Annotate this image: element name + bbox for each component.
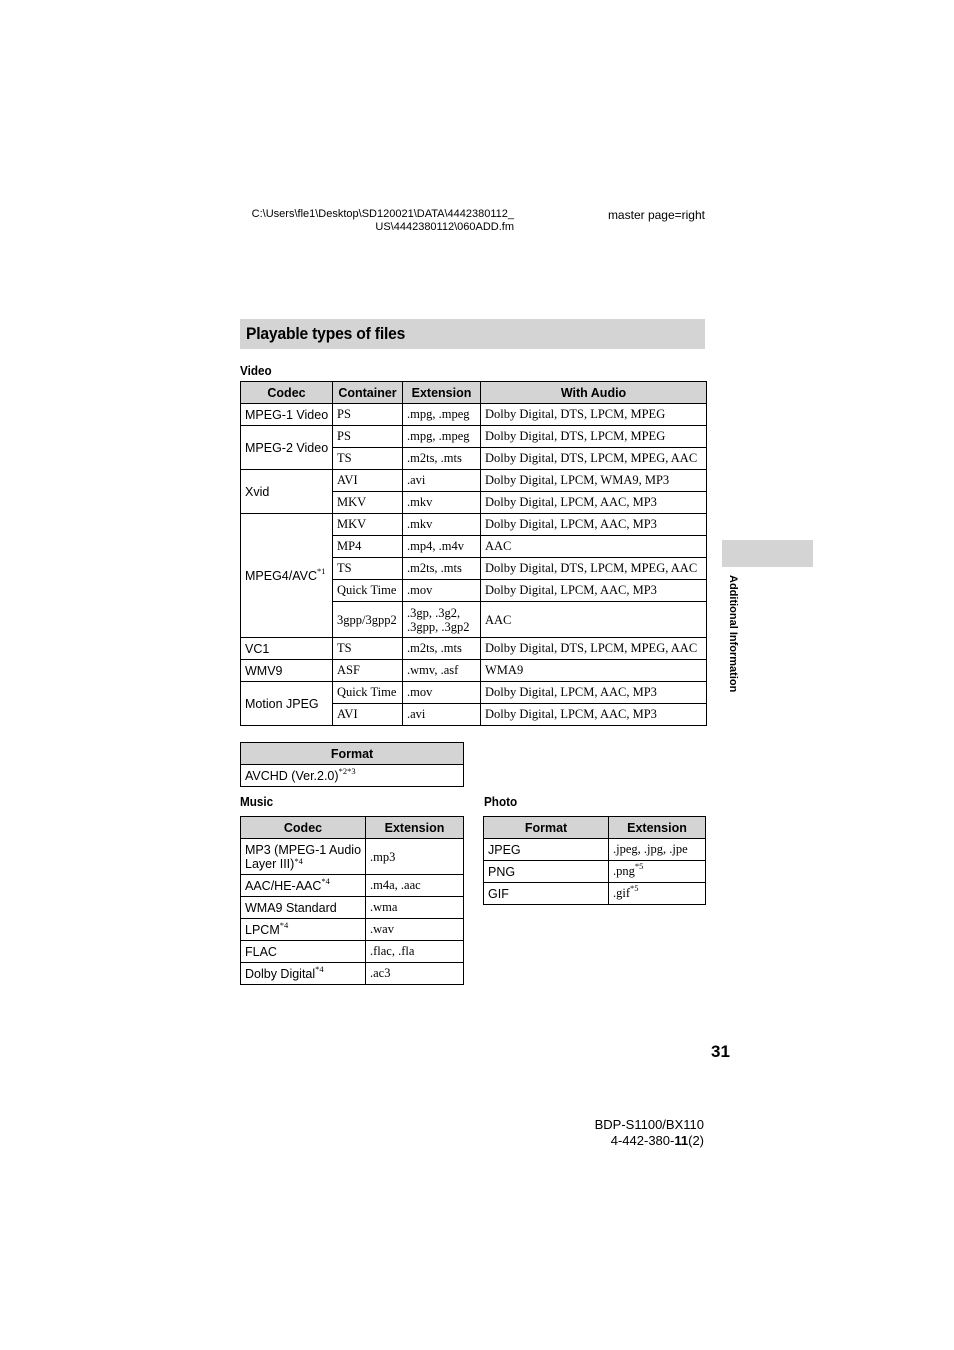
extension-cell [403, 602, 481, 638]
container-cell: MP4 [333, 536, 403, 558]
extension-cell: .mov [403, 580, 481, 602]
footnote-mark: *4 [321, 875, 330, 886]
extension-cell: .wav [366, 919, 464, 941]
col-codec: Codec [241, 382, 333, 404]
model-name: BDP-S1100/BX110 [594, 1117, 704, 1132]
codec-cell: WMV9 [241, 660, 333, 682]
codec-cell: Xvid [241, 470, 333, 514]
codec-cell [241, 919, 366, 941]
codec-text: AAC/HE-AAC [245, 878, 322, 893]
music-table [240, 816, 464, 985]
audio-cell: Dolby Digital, LPCM, AAC, MP3 [481, 704, 707, 726]
table-row [241, 919, 464, 941]
format-text: AVCHD (Ver.2.0) [245, 768, 339, 783]
photo-heading: Photo [484, 794, 518, 809]
extension-cell: .avi [403, 470, 481, 492]
audio-cell: AAC [481, 602, 707, 638]
codec-cell [241, 941, 366, 963]
col-format: Format [484, 817, 609, 839]
container-cell: ASF [333, 660, 403, 682]
container-cell: MKV [333, 492, 403, 514]
table-row [241, 514, 707, 536]
extension-line1: .3gp, .3g2, [407, 605, 461, 620]
table-row [241, 682, 707, 704]
extension-cell: .mpg, .mpeg [403, 404, 481, 426]
footnote-mark: *5 [634, 861, 644, 871]
extension-cell: .mp4, .m4v [403, 536, 481, 558]
table-row [241, 941, 464, 963]
table-row [241, 426, 707, 448]
table-row [241, 660, 707, 682]
table-row [241, 963, 464, 985]
table-row [241, 839, 464, 875]
video-table-header [241, 382, 707, 404]
codec-text: Dolby Digital [245, 966, 316, 981]
container-cell: MKV [333, 514, 403, 536]
model-info [560, 1117, 704, 1149]
extension-cell: .m2ts, .mts [403, 448, 481, 470]
format-table-header [241, 743, 464, 765]
file-path [230, 208, 514, 234]
codec-text: Layer III) [245, 856, 295, 871]
extension-cell: .m4a, .aac [366, 875, 464, 897]
table-row [241, 404, 707, 426]
table-row [484, 839, 706, 861]
extension-line2: .3gpp, .3gp2 [407, 619, 470, 634]
codec-text: FLAC [245, 944, 277, 959]
table-row [241, 765, 464, 787]
audio-cell: Dolby Digital, LPCM, AAC, MP3 [481, 492, 707, 514]
extension-cell [609, 883, 706, 905]
footnote-mark: *2*3 [338, 765, 356, 776]
audio-cell: Dolby Digital, DTS, LPCM, MPEG [481, 426, 707, 448]
codec-line1: MP3 (MPEG-1 Audio [245, 842, 362, 857]
section-title: Playable types of files [246, 324, 406, 343]
model-code-suffix: (2) [688, 1133, 704, 1148]
footnote-mark: *4 [279, 919, 289, 930]
table-row [241, 875, 464, 897]
container-cell: TS [333, 558, 403, 580]
extension-cell: .mpg, .mpeg [403, 426, 481, 448]
codec-cell [241, 839, 366, 875]
audio-cell: Dolby Digital, DTS, LPCM, MPEG, AAC [481, 638, 707, 660]
extension-cell: .avi [403, 704, 481, 726]
photo-table [483, 816, 706, 905]
table-row [484, 883, 706, 905]
format-cell: PNG [484, 861, 609, 883]
extension-text: .jpeg, .jpg, .jpe [613, 842, 688, 856]
extension-text: .gif [613, 886, 631, 900]
codec-cell: MPEG-1 Video [241, 404, 333, 426]
file-path-line1: C:\Users\fle1\Desktop\SD120021\DATA\4442380112_ [251, 208, 514, 220]
table-row [241, 638, 707, 660]
side-tab-label: Additional Information [727, 575, 739, 693]
extension-cell: .wma [366, 897, 464, 919]
codec-text: WMA9 Standard [245, 900, 337, 915]
extension-cell [609, 861, 706, 883]
codec-cell [241, 875, 366, 897]
master-page-label: master page=right [607, 208, 705, 222]
video-heading: Video [240, 363, 272, 378]
audio-cell: Dolby Digital, DTS, LPCM, MPEG [481, 404, 707, 426]
extension-cell: .ac3 [366, 963, 464, 985]
audio-cell: Dolby Digital, DTS, LPCM, MPEG, AAC [481, 558, 707, 580]
footnote-mark: *5 [630, 883, 639, 893]
footnote-mark: *4 [315, 963, 324, 974]
extension-cell: .wmv, .asf [403, 660, 481, 682]
codec-cell: Motion JPEG [241, 682, 333, 726]
model-code-prefix: 4-442-380- [610, 1133, 675, 1148]
codec-cell [241, 514, 333, 638]
col-codec: Codec [241, 817, 366, 839]
extension-text: .png [613, 864, 635, 878]
container-cell: TS [333, 448, 403, 470]
codec-cell: VC1 [241, 638, 333, 660]
audio-cell: Dolby Digital, LPCM, AAC, MP3 [481, 580, 707, 602]
container-cell: Quick Time [333, 580, 403, 602]
format-cell: GIF [484, 883, 609, 905]
container-cell: PS [333, 426, 403, 448]
container-cell: AVI [333, 704, 403, 726]
extension-cell: .mp3 [366, 839, 464, 875]
col-container: Container [333, 382, 403, 404]
col-with-audio: With Audio [481, 382, 707, 404]
model-code-bold: 11 [674, 1133, 689, 1148]
container-cell: TS [333, 638, 403, 660]
extension-cell: .flac, .fla [366, 941, 464, 963]
audio-cell: AAC [481, 536, 707, 558]
col-extension: Extension [403, 382, 481, 404]
table-row [241, 897, 464, 919]
audio-cell: WMA9 [481, 660, 707, 682]
format-table [240, 742, 464, 787]
codec-cell [241, 897, 366, 919]
codec-text: LPCM [245, 922, 280, 937]
extension-cell [609, 839, 706, 861]
table-row [241, 470, 707, 492]
format-cell [241, 765, 464, 787]
table-row [484, 861, 706, 883]
container-cell: Quick Time [333, 682, 403, 704]
extension-cell: .mkv [403, 492, 481, 514]
extension-cell: .m2ts, .mts [403, 638, 481, 660]
audio-cell: Dolby Digital, LPCM, WMA9, MP3 [481, 470, 707, 492]
codec-cell: MPEG-2 Video [241, 426, 333, 470]
codec-cell [241, 963, 366, 985]
photo-table-header [484, 817, 706, 839]
extension-cell: .mov [403, 682, 481, 704]
audio-cell: Dolby Digital, LPCM, AAC, MP3 [481, 682, 707, 704]
extension-cell: .m2ts, .mts [403, 558, 481, 580]
audio-cell: Dolby Digital, LPCM, AAC, MP3 [481, 514, 707, 536]
footnote-mark: *1 [317, 565, 326, 576]
format-cell: JPEG [484, 839, 609, 861]
codec-text: MPEG4/AVC [245, 568, 318, 583]
extension-cell: .mkv [403, 514, 481, 536]
side-tab-marker [722, 540, 813, 567]
file-path-line2: US\4442380112\060ADD.fm [375, 221, 514, 233]
col-format: Format [241, 743, 464, 765]
col-extension: Extension [609, 817, 706, 839]
music-table-header [241, 817, 464, 839]
col-extension: Extension [366, 817, 464, 839]
codec-line2 [245, 857, 361, 871]
container-cell: 3gpp/3gpp2 [333, 602, 403, 638]
container-cell: PS [333, 404, 403, 426]
container-cell: AVI [333, 470, 403, 492]
video-table [240, 381, 707, 726]
model-code [560, 1133, 704, 1149]
footnote-mark: *4 [294, 855, 303, 866]
audio-cell: Dolby Digital, DTS, LPCM, MPEG, AAC [481, 448, 707, 470]
music-heading: Music [240, 794, 274, 809]
page-number: 31 [711, 1042, 730, 1061]
